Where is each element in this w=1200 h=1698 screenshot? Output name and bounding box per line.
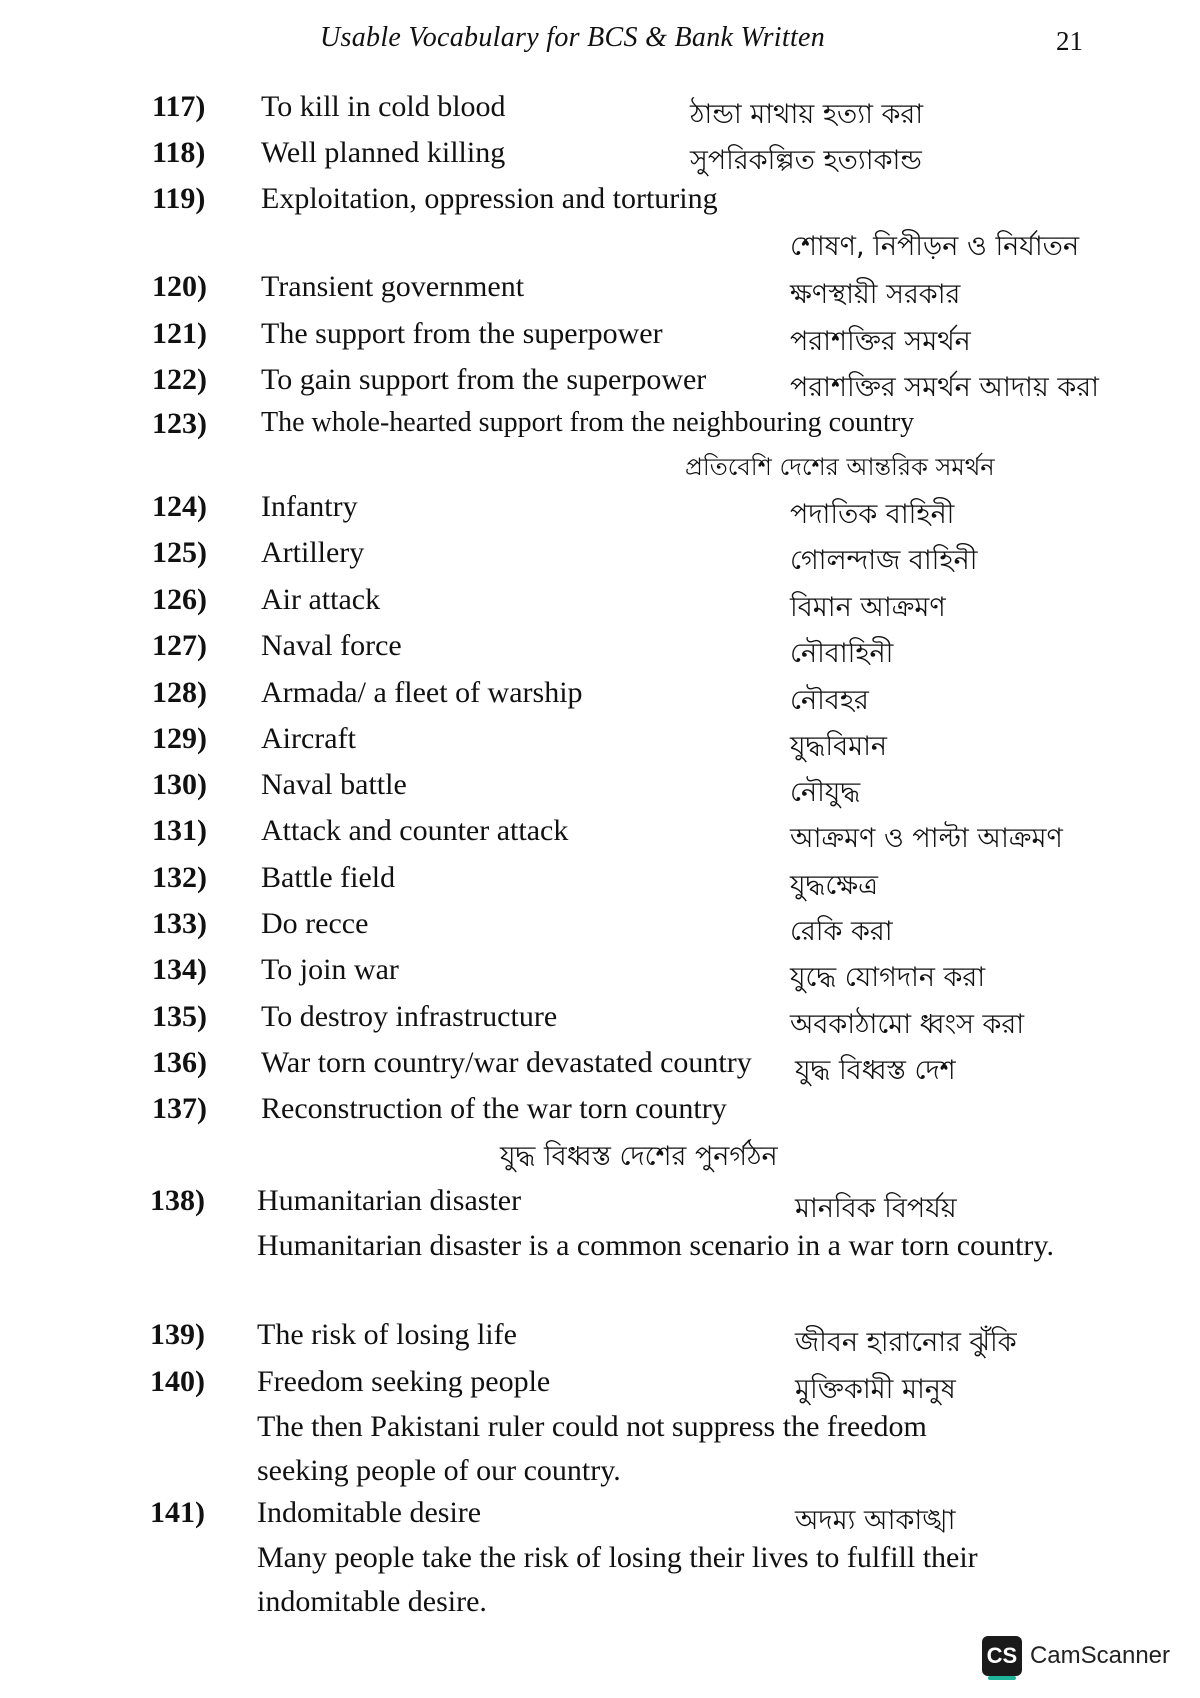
entry-number: 123) — [152, 407, 207, 440]
entry-number: 125) — [152, 536, 207, 569]
entry-bangla: সুপরিকল্পিত হত্যাকান্ড — [690, 145, 922, 176]
entry-number: 120) — [152, 270, 207, 303]
entry-bangla: নৌযুদ্ধ — [790, 777, 861, 808]
entry-example: The then Pakistani ruler could not suppress the freedom seeking people of our country. — [257, 1410, 927, 1487]
entry-english: Battle field — [261, 861, 396, 894]
entry-number: 117) — [152, 90, 206, 123]
entry-number: 131) — [152, 814, 207, 847]
entry-english: Naval force — [261, 629, 402, 662]
entry-example: Humanitarian disaster is a common scenario in a war torn country. — [257, 1229, 1054, 1262]
camscanner-logo: CS — [982, 1636, 1022, 1676]
entry-number: 126) — [152, 583, 207, 616]
entry-number: 133) — [152, 907, 207, 940]
entry-bangla: যুদ্ধবিমান — [790, 731, 888, 762]
entry-bangla: নৌবহর — [790, 685, 869, 716]
entry-number: 137) — [152, 1092, 207, 1125]
running-title: Usable Vocabulary for BCS & Bank Written — [320, 22, 826, 53]
page-header — [0, 22, 1200, 62]
camscanner-name: CamScanner — [1029, 1642, 1170, 1669]
entry-english: Artillery — [261, 536, 365, 569]
entry-bangla: পদাতিক বাহিনী — [790, 499, 955, 530]
entry-number: 141) — [150, 1496, 205, 1529]
entry-english: Armada/ a fleet of warship — [261, 676, 583, 709]
entry-bangla: শোষণ, নিপীড়ন ও নির্যাতন — [790, 231, 1080, 262]
entry-bangla: যুদ্ধে যোগদান করা — [790, 962, 986, 993]
entry-english: Attack and counter attack — [261, 814, 569, 847]
entry-english: Freedom seeking people — [257, 1365, 551, 1398]
entry-bangla: প্রতিবেশি দেশের আন্তরিক সমর্থন — [685, 453, 995, 481]
entry-number: 140) — [150, 1365, 205, 1398]
entry-number: 128) — [152, 676, 207, 709]
entry-english: Naval battle — [261, 768, 407, 801]
entry-bangla: ক্ষণস্থায়ী সরকার — [790, 279, 961, 310]
entry-english: Exploitation, oppression and torturing — [261, 182, 718, 215]
entry-english: The whole-hearted support from the neighbouring country — [261, 407, 915, 438]
entry-english: To kill in cold blood — [261, 90, 506, 123]
entry-bangla: গোলন্দাজ বাহিনী — [790, 545, 978, 576]
entry-number: 138) — [150, 1184, 205, 1217]
entry-english: Well planned killing — [261, 136, 506, 169]
entry-bangla: পরাশক্তির সমর্থন — [790, 326, 971, 357]
entry-bangla: ঠান্ডা মাথায় হত্যা করা — [690, 99, 924, 130]
entry-number: 127) — [152, 629, 207, 662]
entry-bangla: রেকি করা — [790, 916, 893, 947]
entry-bangla: আক্রমণ ও পাল্টা আক্রমণ — [790, 823, 1063, 854]
entry-english: Aircraft — [261, 722, 356, 755]
entry-bangla: যুদ্ধক্ষেত্র — [790, 870, 878, 901]
entry-bangla: জীবন হারানোর ঝুঁকি — [795, 1327, 1017, 1358]
entry-bangla: মুক্তিকামী মানুষ — [795, 1374, 956, 1405]
entry-number: 122) — [152, 363, 207, 396]
entry-bangla: অবকাঠামো ধ্বংস করা — [790, 1009, 1025, 1040]
entry-number: 124) — [152, 490, 207, 523]
page-number: 21 — [1056, 26, 1083, 56]
entry-number: 118) — [152, 136, 206, 169]
entry-bangla: বিমান আক্রমণ — [790, 592, 946, 623]
entry-number: 130) — [152, 768, 207, 801]
entry-bangla: যুদ্ধ বিধ্বস্ত দেশ — [795, 1055, 956, 1086]
entry-bangla: নৌবাহিনী — [790, 638, 894, 669]
entry-bangla: অদম্য আকাঙ্খা — [795, 1505, 956, 1536]
entry-number: 119) — [152, 182, 206, 215]
entry-english: Transient government — [261, 270, 525, 303]
entry-english: To destroy infrastructure — [261, 1000, 558, 1033]
entry-english: Do recce — [261, 907, 369, 940]
entry-english: Air attack — [261, 583, 381, 616]
entry-english: The risk of losing life — [257, 1318, 517, 1351]
entry-number: 121) — [152, 317, 207, 350]
entry-english: The support from the superpower — [261, 317, 663, 350]
entry-number: 134) — [152, 953, 207, 986]
entry-number: 139) — [150, 1318, 205, 1351]
entry-english: To join war — [261, 953, 399, 986]
entry-bangla: মানবিক বিপর্যয় — [795, 1193, 957, 1224]
entry-english: To gain support from the superpower — [261, 363, 707, 396]
entry-english: War torn country/war devastated country — [261, 1046, 752, 1079]
entry-number: 136) — [152, 1046, 207, 1079]
entry-english: Infantry — [261, 490, 358, 523]
entry-example: Many people take the risk of losing their lives to fulfill their indomitable desire. — [257, 1541, 978, 1618]
camscanner-watermark — [982, 1634, 1170, 1678]
entry-number: 135) — [152, 1000, 207, 1033]
entry-english: Indomitable desire — [257, 1496, 482, 1529]
entry-english: Reconstruction of the war torn country — [261, 1092, 727, 1125]
entry-bangla: পরাশক্তির সমর্থন আদায় করা — [790, 372, 1099, 403]
entry-english: Humanitarian disaster — [257, 1184, 522, 1217]
entry-number: 129) — [152, 722, 207, 755]
entry-number: 132) — [152, 861, 207, 894]
entry-bangla: যুদ্ধ বিধ্বস্ত দেশের পুনর্গঠন — [500, 1141, 778, 1172]
